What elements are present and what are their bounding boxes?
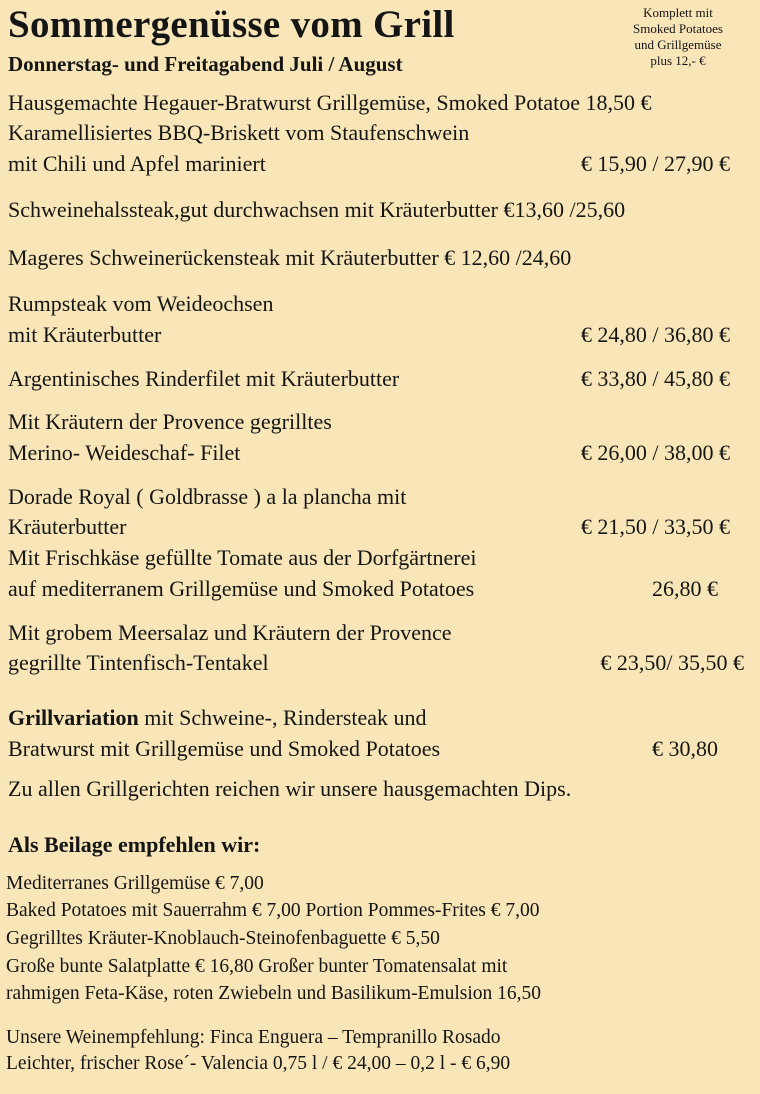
item-tomate-price: 26,80 € [652, 576, 718, 601]
item-tomate-line2: auf mediterranem Grillgemüse und Smoked Potatoes [8, 576, 475, 601]
item-dorade-line1: Dorade Royal ( Goldbrasse ) a la plancha mit [8, 484, 407, 509]
item-merino-line1: Mit Kräutern der Provence gegrilltes [8, 409, 332, 434]
dips-note: Zu allen Grillgerichten reichen wir unsere hausgemachten Dips. [8, 776, 572, 801]
side-line: Mediterranes Grillgemüse € 7,00 [6, 873, 264, 894]
item-rinderfilet: Argentinisches Rinderfilet mit Kräuterbutter [8, 366, 400, 391]
grillvariation-label: Grillvariation [8, 705, 139, 730]
item-rueckensteak: Mageres Schweinerückensteak mit Kräuterbutter € 12,60 /24,60 [8, 245, 572, 270]
combo-note [618, 5, 738, 69]
item-grillvariation-line2: Bratwurst mit Grillgemüse und Smoked Potatoes [8, 736, 441, 761]
item-halssteak: Schweinehalssteak,gut durchwachsen mit Kräuterbutter €13,60 /25,60 [8, 197, 626, 222]
grillvariation-line1-text: mit Schweine-, Rindersteak und [138, 705, 427, 730]
menu-title: Sommergenüsse vom Grill [8, 3, 455, 46]
item-brisket-line1: Karamellisiertes BBQ-Briskett vom Staufenschwein [8, 120, 470, 145]
side-line: rahmigen Feta-Käse, roten Zwiebeln und Basilikum-Emulsion 16,50 [6, 983, 542, 1004]
side-line: Große bunte Salatplatte € 16,80 Großer bunter Tomatensalat mit [6, 956, 508, 977]
side-line: Baked Potatoes mit Sauerrahm € 7,00 Portion Pommes-Frites € 7,00 [6, 900, 540, 921]
combo-note-line: plus 12,- € [650, 53, 706, 68]
wine-recommendation-line2: Leichter, frischer Rose´- Valencia 0,75 l / € 24,00 – 0,2 l - € 6,90 [6, 1053, 511, 1074]
item-merino-price: € 26,00 / 38,00 € [580, 440, 730, 465]
item-tintenfisch-line2: gegrillte Tintenfisch-Tentakel [8, 650, 269, 675]
item-rumpsteak-line2: mit Kräuterbutter [8, 322, 162, 347]
item-merino-line2: Merino- Weideschaf- Filet [8, 440, 241, 465]
item-grillvariation-price: € 30,80 [652, 736, 718, 761]
item-dorade-price: € 21,50 / 33,50 € [580, 514, 730, 539]
combo-note-line: Komplett mit [643, 5, 713, 20]
combo-note-line: und Grillgemüse [634, 37, 722, 52]
item-dorade-line2: Kräuterbutter [8, 514, 127, 539]
item-rumpsteak-price: € 24,80 / 36,80 € [580, 322, 730, 347]
item-bratwurst: Hausgemachte Hegauer-Bratwurst Grillgemüse, Smoked Potatoe 18,50 € [8, 90, 652, 115]
item-tomate-line1: Mit Frischkäse gefüllte Tomate aus der Dorfgärtnerei [8, 545, 477, 570]
side-line: Gegrilltes Kräuter-Knoblauch-Steinofenbaguette € 5,50 [6, 928, 440, 949]
combo-note-line: Smoked Potatoes [633, 21, 723, 36]
menu-subtitle: Donnerstag- und Freitagabend Juli / August [8, 52, 403, 76]
item-grillvariation-line1 [8, 705, 427, 731]
item-brisket-price: € 15,90 / 27,90 € [580, 151, 730, 176]
item-tintenfisch-price: € 23,50/ 35,50 € [600, 650, 744, 675]
wine-recommendation-line1: Unsere Weinempfehlung: Finca Enguera – Tempranillo Rosado [6, 1027, 501, 1048]
sides-heading: Als Beilage empfehlen wir: [8, 832, 261, 857]
item-tintenfisch-line1: Mit grobem Meersalaz und Kräutern der Provence [8, 620, 452, 645]
item-rinderfilet-price: € 33,80 / 45,80 € [580, 366, 730, 391]
item-brisket-line2: mit Chili und Apfel mariniert [8, 151, 266, 176]
item-rumpsteak-line1: Rumpsteak vom Weideochsen [8, 291, 274, 316]
